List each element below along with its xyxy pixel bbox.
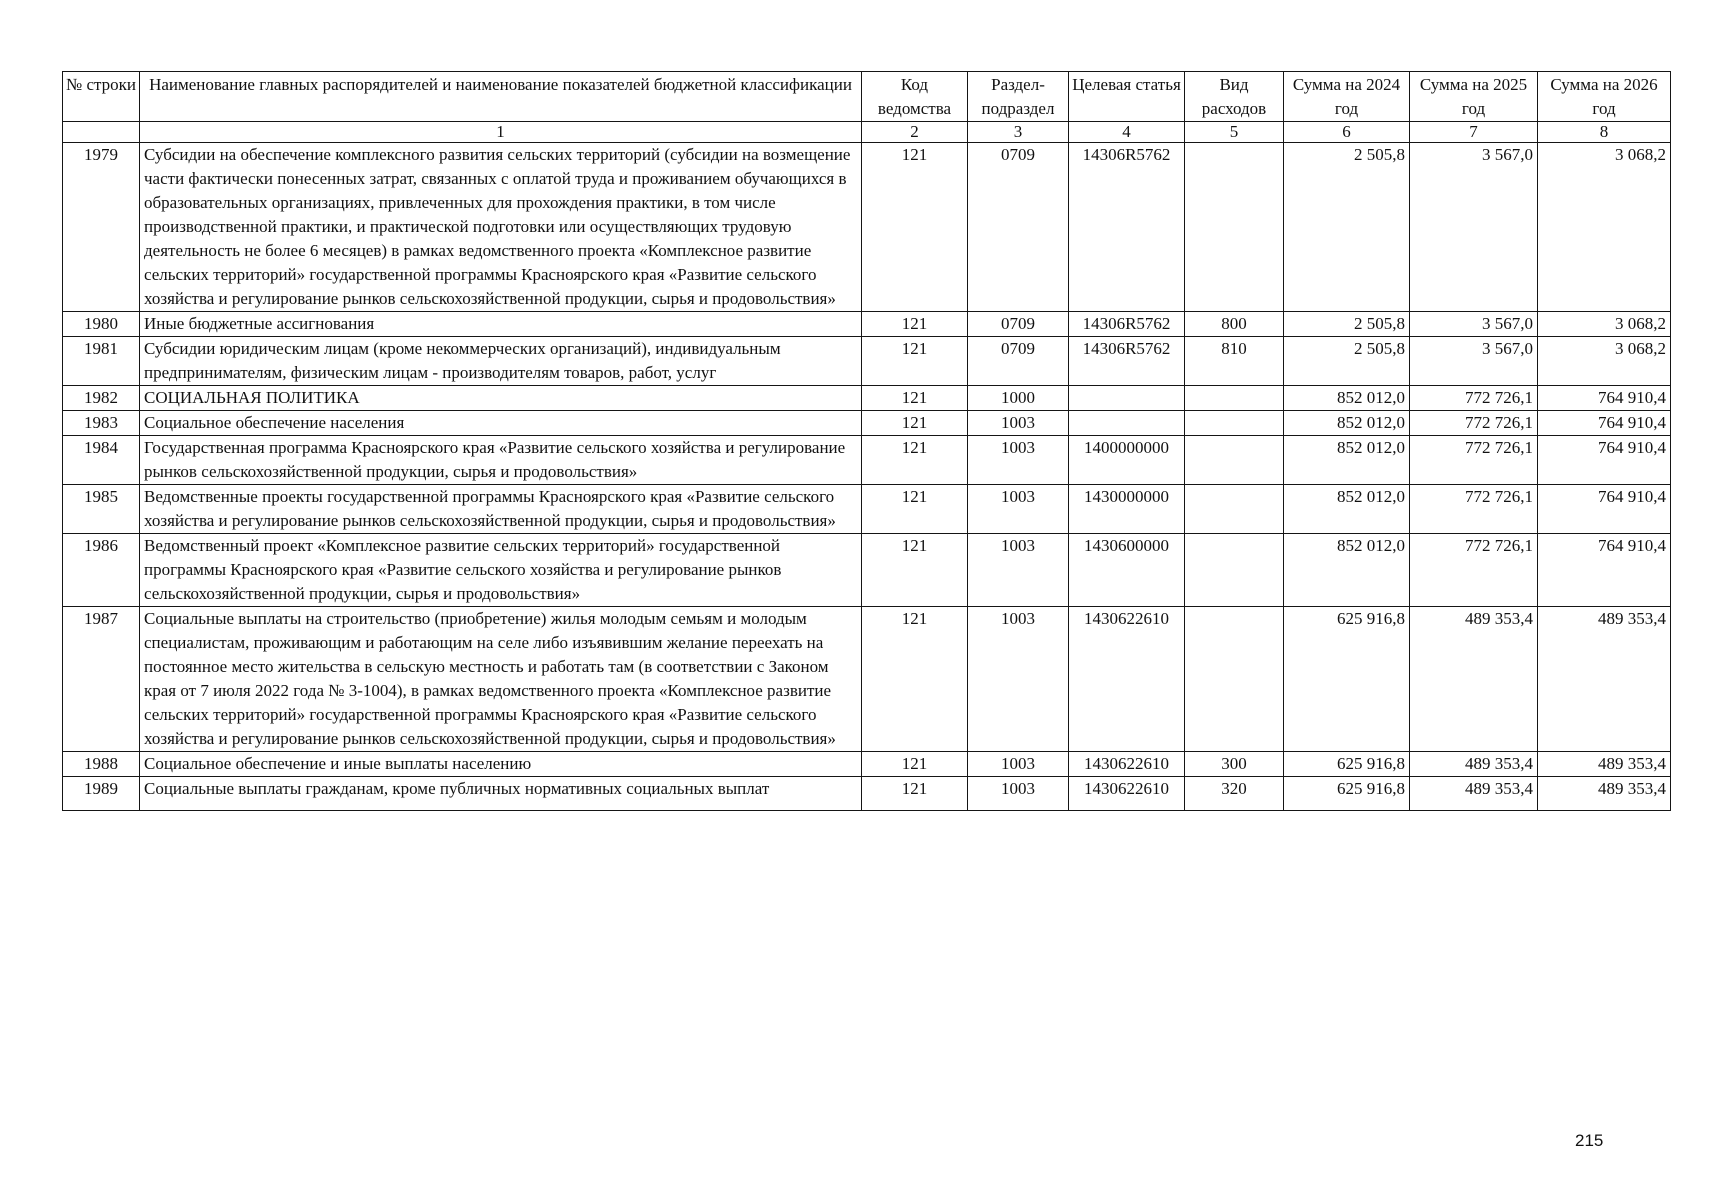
table-row: [63, 777, 1671, 811]
column-number: 4: [1069, 122, 1185, 143]
row-section: 0709: [968, 337, 1069, 386]
row-name: Ведомственные проекты государственной программы Красноярского края «Развитие сельского хозяйства и регулирование рынков сельскохозяйственной продукции, сырья и продовольствия»: [140, 485, 862, 534]
row-section: 1003: [968, 411, 1069, 436]
table-row: [63, 752, 1671, 777]
row-sum-2026: 3 068,2: [1538, 143, 1671, 312]
row-expense-type: [1185, 534, 1284, 607]
table-header-row: [63, 72, 1671, 122]
table-row: [63, 436, 1671, 485]
table-row: [63, 312, 1671, 337]
row-expense-type: [1185, 607, 1284, 752]
column-number: 3: [968, 122, 1069, 143]
row-section: 1000: [968, 386, 1069, 411]
row-dept-code: 121: [862, 436, 968, 485]
column-number: 1: [140, 122, 862, 143]
table-row: [63, 411, 1671, 436]
row-sum-2024: 625 916,8: [1284, 777, 1410, 811]
row-number: 1985: [63, 485, 140, 534]
row-target: 1430622610: [1069, 752, 1185, 777]
row-dept-code: 121: [862, 143, 968, 312]
header-row-no: № строки: [63, 72, 140, 122]
row-sum-2026: 764 910,4: [1538, 386, 1671, 411]
row-sum-2026: 764 910,4: [1538, 436, 1671, 485]
row-sum-2026: 3 068,2: [1538, 312, 1671, 337]
row-target: 1430000000: [1069, 485, 1185, 534]
row-name: Социальные выплаты на строительство (приобретение) жилья молодым семьям и молодым специалистам, проживающим и работающим на селе либо изъявившим желание переехать на постоянное место жительства в сельскую местность и работать там (в соответствии с Законом края от 7 июля 2022 года № 3-1004), в рамках ведомственного проекта «Комплексное развитие сельских территорий» государственной программы Красноярского края «Развитие сельского хозяйства и регулирование рынков сельскохозяйственной продукции, сырья и продовольствия»: [140, 607, 862, 752]
column-number: 7: [1410, 122, 1538, 143]
row-number: 1980: [63, 312, 140, 337]
row-dept-code: 121: [862, 607, 968, 752]
row-name: Ведомственный проект «Комплексное развитие сельских территорий» государственной программы Красноярского края «Развитие сельского хозяйства и регулирование рынков сельскохозяйственной продукции, сырья и продовольствия»: [140, 534, 862, 607]
row-sum-2024: 2 505,8: [1284, 312, 1410, 337]
row-sum-2025: 772 726,1: [1410, 411, 1538, 436]
row-target: 1400000000: [1069, 436, 1185, 485]
row-number: 1986: [63, 534, 140, 607]
header-sum-2025: Сумма на 2025 год: [1410, 72, 1538, 122]
table-row: [63, 143, 1671, 312]
row-target: [1069, 386, 1185, 411]
page-number: 215: [1575, 1131, 1604, 1150]
row-name: Социальные выплаты гражданам, кроме публичных нормативных социальных выплат: [140, 777, 862, 811]
row-name: Социальное обеспечение населения: [140, 411, 862, 436]
row-name: Субсидии юридическим лицам (кроме некоммерческих организаций), индивидуальным предпринимателям, физическим лицам - производителям товаров, работ, услуг: [140, 337, 862, 386]
row-sum-2026: 764 910,4: [1538, 534, 1671, 607]
row-dept-code: 121: [862, 534, 968, 607]
row-name: Субсидии на обеспечение комплексного развития сельских территорий (субсидии на возмещение части фактически понесенных затрат, связанных с оплатой труда и проживанием обучающихся в образовательных организациях, привлеченных для прохождения практики, в том числе производственной практики, и практической подготовки или осуществляющих трудовую деятельность не более 6 месяцев) в рамках ведомственного проекта «Комплексное развитие сельских территорий» государственной программы Красноярского края «Развитие сельского хозяйства и регулирование рынков сельскохозяйственной продукции, сырья и продовольствия»: [140, 143, 862, 312]
row-sum-2026: 764 910,4: [1538, 411, 1671, 436]
row-number: 1982: [63, 386, 140, 411]
row-sum-2024: 625 916,8: [1284, 607, 1410, 752]
row-sum-2026: 489 353,4: [1538, 752, 1671, 777]
row-dept-code: 121: [862, 777, 968, 811]
row-dept-code: 121: [862, 411, 968, 436]
row-target: 14306R5762: [1069, 143, 1185, 312]
column-number: 5: [1185, 122, 1284, 143]
row-section: 1003: [968, 752, 1069, 777]
row-sum-2025: 489 353,4: [1410, 777, 1538, 811]
row-section: 0709: [968, 143, 1069, 312]
table-row: [63, 337, 1671, 386]
row-section: 1003: [968, 485, 1069, 534]
document-page: [62, 71, 1670, 811]
row-sum-2025: 772 726,1: [1410, 485, 1538, 534]
row-dept-code: 121: [862, 312, 968, 337]
row-target: 1430600000: [1069, 534, 1185, 607]
row-expense-type: [1185, 411, 1284, 436]
row-name: Социальное обеспечение и иные выплаты населению: [140, 752, 862, 777]
row-dept-code: 121: [862, 485, 968, 534]
row-dept-code: 121: [862, 337, 968, 386]
header-section: Раздел-подраздел: [968, 72, 1069, 122]
row-target: [1069, 411, 1185, 436]
row-sum-2025: 772 726,1: [1410, 534, 1538, 607]
row-expense-type: 810: [1185, 337, 1284, 386]
table-row: [63, 485, 1671, 534]
row-sum-2025: 3 567,0: [1410, 337, 1538, 386]
header-expense-type: Вид расходов: [1185, 72, 1284, 122]
row-sum-2024: 852 012,0: [1284, 534, 1410, 607]
row-sum-2024: 2 505,8: [1284, 143, 1410, 312]
row-target: 14306R5762: [1069, 312, 1185, 337]
row-name: Иные бюджетные ассигнования: [140, 312, 862, 337]
row-sum-2026: 489 353,4: [1538, 607, 1671, 752]
row-expense-type: 320: [1185, 777, 1284, 811]
row-sum-2025: 3 567,0: [1410, 312, 1538, 337]
header-target: Целевая статья: [1069, 72, 1185, 122]
column-number: 8: [1538, 122, 1671, 143]
row-name: Государственная программа Красноярского края «Развитие сельского хозяйства и регулирование рынков сельскохозяйственной продукции, сырья и продовольствия»: [140, 436, 862, 485]
row-name: СОЦИАЛЬНАЯ ПОЛИТИКА: [140, 386, 862, 411]
row-number: 1988: [63, 752, 140, 777]
row-expense-type: 800: [1185, 312, 1284, 337]
row-number: 1981: [63, 337, 140, 386]
row-expense-type: 300: [1185, 752, 1284, 777]
row-sum-2025: 489 353,4: [1410, 607, 1538, 752]
row-expense-type: [1185, 485, 1284, 534]
row-number: 1984: [63, 436, 140, 485]
row-expense-type: [1185, 386, 1284, 411]
row-sum-2024: 2 505,8: [1284, 337, 1410, 386]
row-sum-2024: 852 012,0: [1284, 436, 1410, 485]
row-section: 1003: [968, 436, 1069, 485]
row-sum-2025: 3 567,0: [1410, 143, 1538, 312]
row-sum-2026: 3 068,2: [1538, 337, 1671, 386]
table-row: [63, 386, 1671, 411]
row-number: 1989: [63, 777, 140, 811]
table-row: [63, 607, 1671, 752]
row-number: 1983: [63, 411, 140, 436]
row-expense-type: [1185, 143, 1284, 312]
header-dept-code: Код ведомства: [862, 72, 968, 122]
row-section: 1003: [968, 607, 1069, 752]
column-number: [63, 122, 140, 143]
row-number: 1987: [63, 607, 140, 752]
row-section: 1003: [968, 777, 1069, 811]
row-target: 14306R5762: [1069, 337, 1185, 386]
column-number-row: [63, 122, 1671, 143]
row-sum-2024: 852 012,0: [1284, 485, 1410, 534]
row-sum-2025: 772 726,1: [1410, 436, 1538, 485]
row-sum-2024: 852 012,0: [1284, 411, 1410, 436]
row-sum-2026: 764 910,4: [1538, 485, 1671, 534]
row-section: 0709: [968, 312, 1069, 337]
row-dept-code: 121: [862, 752, 968, 777]
row-sum-2025: 772 726,1: [1410, 386, 1538, 411]
row-section: 1003: [968, 534, 1069, 607]
row-expense-type: [1185, 436, 1284, 485]
row-sum-2024: 852 012,0: [1284, 386, 1410, 411]
header-name: Наименование главных распорядителей и наименование показателей бюджетной классификации: [140, 72, 862, 122]
header-sum-2024: Сумма на 2024 год: [1284, 72, 1410, 122]
header-sum-2026: Сумма на 2026 год: [1538, 72, 1671, 122]
row-target: 1430622610: [1069, 607, 1185, 752]
row-sum-2025: 489 353,4: [1410, 752, 1538, 777]
budget-table: [62, 71, 1671, 811]
row-sum-2026: 489 353,4: [1538, 777, 1671, 811]
row-dept-code: 121: [862, 386, 968, 411]
table-row: [63, 534, 1671, 607]
row-sum-2024: 625 916,8: [1284, 752, 1410, 777]
row-number: 1979: [63, 143, 140, 312]
row-target: 1430622610: [1069, 777, 1185, 811]
column-number: 2: [862, 122, 968, 143]
column-number: 6: [1284, 122, 1410, 143]
